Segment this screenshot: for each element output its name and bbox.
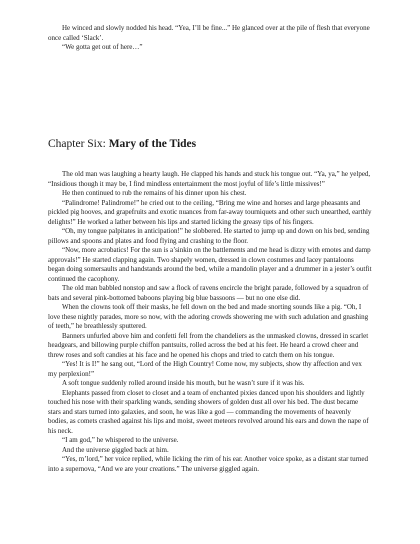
paragraph: A soft tongue suddenly rolled around inside his mouth, but he wasn’t sure if it was his. <box>62 379 305 387</box>
previous-chapter-ending <box>48 24 372 53</box>
paragraph: “Oh, my tongue palpitates in anticipation!” he slobbered. He started to jump up and down on his bed, sending pillows and spoons and plates and food flying and crashing to the floor. <box>48 227 370 245</box>
chapter-heading <box>48 137 372 151</box>
paragraph: “Yes! It is I!” he sang out, “Lord of the High Country! Come now, my subjects, show thy affection and vex my perplexion!” <box>48 360 362 378</box>
paragraph: The old man was laughing a hearty laugh. He clapped his hands and stuck his tongue out. “Ya, ya,” he yelped, “Insidious though it may be, I find mindless entertainment the most joyful of life’s little missives!” <box>48 170 371 188</box>
paragraph: And the universe giggled back at him. <box>62 445 169 454</box>
paragraph: When the clowns took off their masks, he fell down on the bed and made snorting sounds like a pig. “Oh, I love these nightly parades, more so now, with the adoring crowds showering me with such adulation and gnashing of teeth,” he breathlessly sputtered. <box>48 303 369 330</box>
paragraph: “I am god,” he whispered to the universe. <box>62 436 179 444</box>
paragraph: “We gotta get out of here…” <box>62 43 143 51</box>
chapter-title: Mary of the Tides <box>108 138 197 150</box>
chapter-label: Chapter Six: <box>48 138 109 150</box>
paragraph: “Yes, m’lord,” her voice replied, while licking the rim of his ear. Another voice spoke, as a distant star turned into a supernova, “And we are your creations.” The universe giggled again. <box>48 455 369 473</box>
paragraph: The old man babbled nonstop and saw a flock of ravens encircle the bright parade, followed by a squadron of bats and several pink-bottomed baboons playing big blue bassoons — but no one else did. <box>48 284 369 302</box>
paragraph: Elephants passed from closet to closet and a team of enchanted pixies danced upon his shoulders and lightly touched his nose with their sparkling wands, sending showers of golden dust all over his bed. The dust became stars and stars turned into galaxies, and soon, he was like a god — commanding the movements of heavenly bodies, as comets crashed against his lips and moist, sweet meteors revolved around his ears and down the nape of his neck. <box>48 388 369 435</box>
paragraph: “Now, more acrobatics! For the sun is a’sinkin on the battlements and me head is dizzy with emotes and damp approvals!” He started clapping again. Two shapely women, dressed in clown costumes and lacey pantaloons began doing somersaults and handstands around the bed, while a mandolin player and a drummer in a jester’s outfit continued the cacophony. <box>48 246 372 283</box>
paragraph: He winced and slowly nodded his head. “Yea, I’ll be fine...” He glanced over at the pile of flesh that everyone once called ‘Slack’. <box>48 24 370 42</box>
paragraph: He then continued to rub the remains of his dinner upon his chest. <box>62 189 247 197</box>
paragraph: “Palindrome! Palindrome!” he cried out to the ceiling, “Bring me wine and horses and large pheasants and pickled pig hooves, and grapefruits and exotic nuances from far-away tourniquets and other such unearthed, earthly delights!” He worked a lather between his lips and started licking the greasy tips of his fingers. <box>48 198 372 226</box>
paragraph: Banners unfurled above him and confetti fell from the chandeliers as the unmasked clowns, dressed in scarlet headgears, and billowing purple chiffon pantsuits, rolled across the bed at his feet. He heard a crowd cheer and threw roses and soft candies at his face and he opened his chops and tried to catch them on his tongue. <box>48 331 369 359</box>
chapter-body <box>48 170 372 474</box>
